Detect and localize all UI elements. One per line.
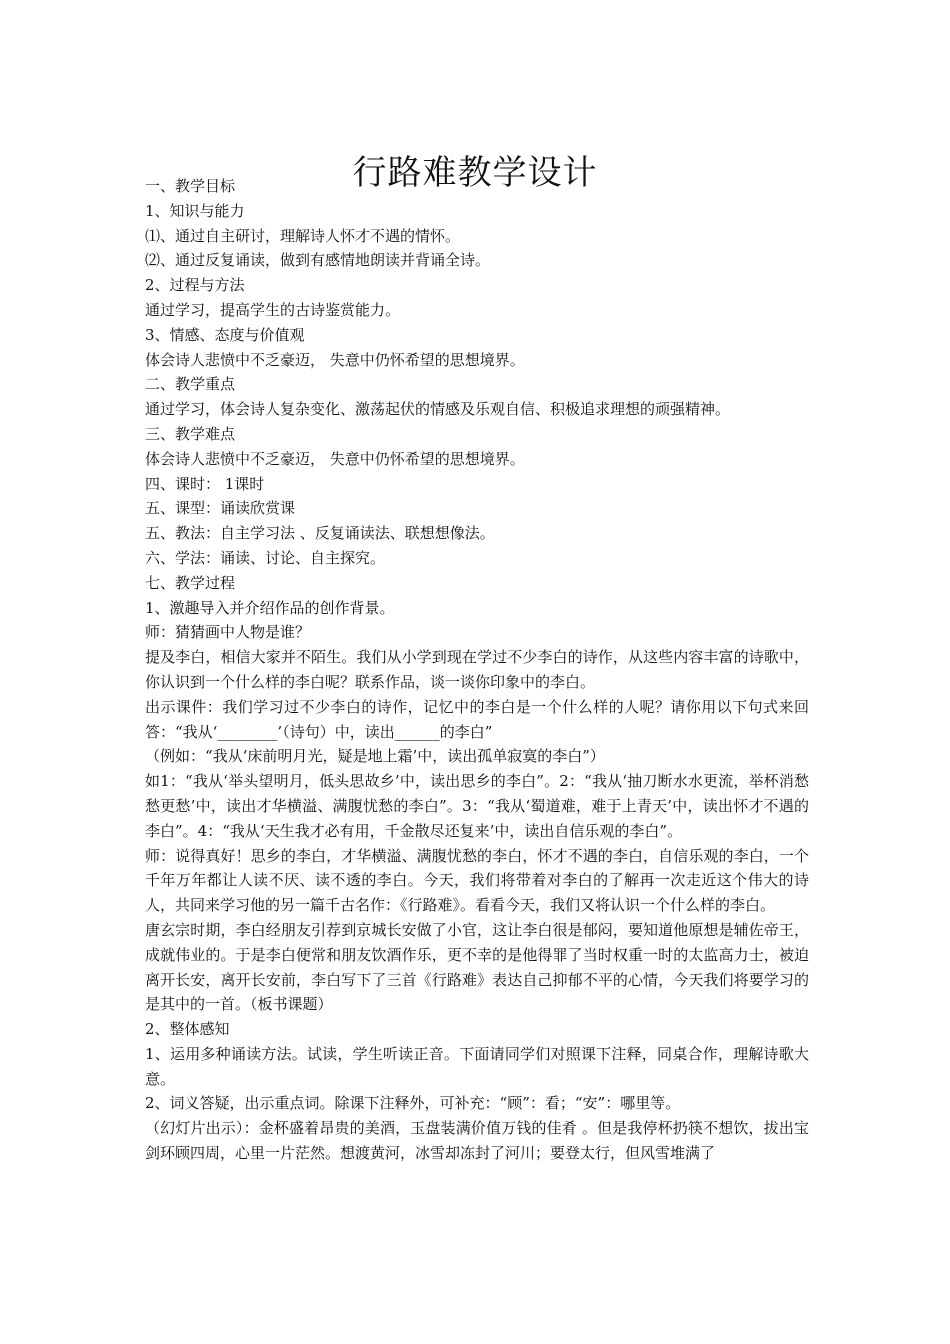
subheading-knowledge: 1、知识与能力 <box>145 201 245 220</box>
section-heading-key-points: 二、教学重点 <box>145 375 236 394</box>
paragraph: 师：猜猜画中人物是谁？ <box>145 623 311 642</box>
paragraph: 体会诗人悲愤中不乏豪迈， 失意中仍怀希望的思想境界。 <box>145 350 525 369</box>
paragraph: ⑵、通过反复诵读，做到有感情地朗读并背诵全诗。 <box>145 251 491 270</box>
subheading-introduction: 1、激趣导入并介绍作品的创作背景。 <box>145 598 395 617</box>
document-title: 行路难教学设计 <box>352 152 598 193</box>
paragraph: 师：说得真好！思乡的李白，才华横溢、满腹忧愁的李白，怀才不遇的李白，自信乐观的李白，一个千年万年都让人读不厌、读不透的李白。今天，我们将带着对李白的了解再一次走近这个伟大的诗人，共同来学习他的另一篇千古名作：《行路难》。看看今天，我们又将认识一个什么样的李白。 <box>145 846 809 915</box>
paragraph: 体会诗人悲愤中不乏豪迈， 失意中仍怀希望的思想境界。 <box>145 449 525 468</box>
subheading-overall-perception: 2、整体感知 <box>145 1020 230 1039</box>
section-heading-learning-methods: 六、学法：诵读、讨论、自主探究。 <box>145 548 386 567</box>
section-heading-teaching-methods: 五、教法：自主学习法 、反复诵读法、联想想像法。 <box>145 524 495 543</box>
section-heading-class-type: 五、课型：诵读欣赏课 <box>145 499 296 518</box>
section-heading-objectives: 一、教学目标 <box>145 177 236 195</box>
paragraph: ⑴、通过自主研讨，理解诗人怀才不遇的情怀。 <box>145 226 461 245</box>
section-heading-difficulties: 三、教学难点 <box>145 424 236 443</box>
paragraph: 提及李白，相信大家并不陌生。我们从小学到现在学过不少李白的诗作，从这些内容丰富的诗歌中，你认识到一个什么样的李白呢？联系作品，谈一谈你印象中的李白。 <box>145 648 809 691</box>
section-heading-class-hours: 四、课时： 1课时 <box>145 474 265 493</box>
paragraph: （例如：“我从‘床前明月光，疑是地上霜’中，读出孤单寂寞的李白”） <box>145 747 605 766</box>
paragraph: 通过学习，体会诗人复杂变化、激荡起伏的情感及乐观自信、积极追求理想的顽强精神。 <box>145 400 731 419</box>
section-heading-teaching-process: 七、教学过程 <box>145 573 236 592</box>
paragraph: 2、词义答疑，出示重点词。除课下注释外，可补充：“顾”：看；“安”：哪里等。 <box>145 1094 681 1113</box>
paragraph: 1、运用多种诵读方法。试读，学生听读正音。下面请同学们对照课下注释，同桌合作，理解诗歌大意。 <box>145 1044 809 1088</box>
subheading-emotion: 3、情感、态度与价值观 <box>145 325 305 344</box>
paragraph: 如1：“我从‘举头望明月，低头思故乡’中，读出思乡的李白”。2：“我从‘抽刀断水水更流，举杯消愁愁更愁’中，读出才华横溢、满腹忧愁的李白”。3：“我从‘蜀道难，难于上青天’中，读出怀才不遇的李白”。4：“我从‘天生我才必有用，千金散尽还复来’中，读出自信乐观的李白”。 <box>145 772 809 840</box>
paragraph: （幻灯片出示）：金杯盛着昂贵的美酒，玉盘装满价值万钱的佳肴 。但是我停杯扔筷不想饮，拔出宝剑环顾四周，心里一片茫然。想渡黄河，冰雪却冻封了河川；要登太行，但风雪堆满了 <box>145 1119 809 1163</box>
paragraph: 出示课件：我们学习过不少李白的诗作，记忆中的李白是一个什么样的人呢？请你用以下句式来回答：“我从‘________’（诗句）中，读出______的李白” <box>145 697 809 741</box>
document-body <box>145 174 809 1166</box>
subheading-process: 2、过程与方法 <box>145 276 245 295</box>
paragraph: 唐玄宗时期，李白经朋友引荐到京城长安做了小官，这让李白很是郁闷，要知道他原想是辅佐帝王，成就伟业的。于是李白便常和朋友饮酒作乐，更不幸的是他得罪了当时权重一时的太监高力士，被迫离开长安，离开长安前，李白写下了三首《行路难》表达自己抑郁不平的心情，今天我们将要学习的是其中的一首。（板书课题） <box>145 920 809 1014</box>
paragraph: 通过学习，提高学生的古诗鉴赏能力。 <box>145 300 401 319</box>
